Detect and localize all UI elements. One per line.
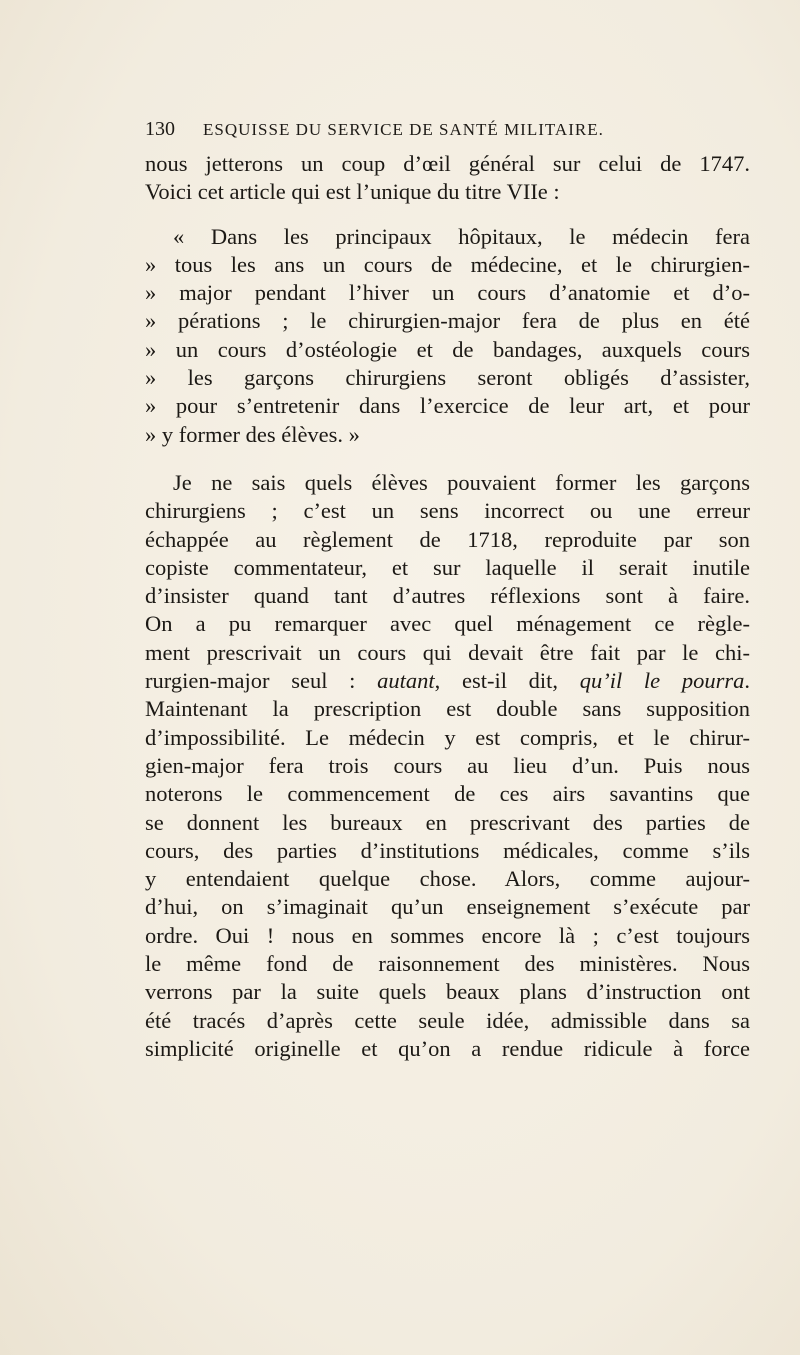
text-line: verrons par la suite quels beaux plans d’instruction ont [145,979,750,1005]
page-body [145,150,750,1063]
text-segment: . [744,668,750,694]
intro-paragraph [145,150,750,207]
text-line: chirurgiens ; c’est un sens incorrect ou une erreur [145,498,750,524]
text-line: y entendaient quelque chose. Alors, comme aujour- [145,866,750,892]
text-line: Je ne sais quels élèves pouvaient former les garçons [173,469,750,495]
text-line: se donnent les bureaux en prescrivant des parties de [145,809,750,835]
quote-line: » pérations ; le chirurgien-major fera de plus en été [145,308,750,334]
quote-line: » un cours d’ostéologie et de bandages, auxquels cours [145,336,750,362]
quote-line: » pour s’entretenir dans l’exercice de leur art, et pour [145,393,750,419]
page-number: 130 [145,118,175,140]
text-line: d’hui, on s’imaginait qu’un enseignement s’exécute par [145,894,750,920]
italic-text: qu’il le pourra [579,668,745,694]
text-line: échappée au règlement de 1718, reproduite par son [145,526,750,552]
text-line: d’insister quand tant d’autres réflexions sont à faire. [145,583,750,609]
text-line: On a pu remarquer avec quel ménagement ce règle- [145,611,750,637]
running-title: ESQUISSE DU SERVICE DE SANTÉ MILITAIRE. [203,120,604,139]
quote-line: » les garçons chirurgiens seront obligés d’assister, [145,365,750,391]
text-line: d’impossibilité. Le médecin y est compris, et le chirur- [145,724,750,750]
page-header [145,118,745,141]
quoted-article [145,223,750,449]
text-line: simplicité originelle et qu’on a rendue ridicule à force [145,1035,750,1061]
text-line [145,667,750,695]
text-line: cours, des parties d’institutions médicales, comme s’ils [145,837,750,863]
italic-text: autant [377,668,435,694]
text-segment: , est-il dit, [434,668,580,694]
commentary-paragraph [145,469,750,1063]
text-line: nous jetterons un coup d’œil général sur celui de 1747. [145,151,750,176]
text-line: ment prescrivait un cours qui devait être fait par le chi- [145,639,750,665]
quote-line: » major pendant l’hiver un cours d’anatomie et d’o- [145,280,750,306]
text-line: Maintenant la prescription est double sans supposition [145,696,750,722]
quote-line: « Dans les principaux hôpitaux, le médecin fera [173,223,750,249]
quote-line: » y former des élèves. » [145,421,360,447]
text-line: noterons le commencement de ces airs savantins que [145,781,750,807]
text-line: gien-major fera trois cours au lieu d’un. Puis nous [145,752,750,778]
quote-line: » tous les ans un cours de médecine, et le chirurgien- [145,251,750,277]
text-line: ordre. Oui ! nous en sommes encore là ; c’est toujours [145,922,750,948]
text-line: été tracés d’après cette seule idée, admissible dans sa [145,1007,750,1033]
text-line: le même fond de raisonnement des ministères. Nous [145,951,750,977]
text-line: copiste commentateur, et sur laquelle il serait inutile [145,554,750,580]
text-segment: rurgien-major seul : [145,668,378,694]
text-line: Voici cet article qui est l’unique du titre VIIe : [145,179,560,205]
